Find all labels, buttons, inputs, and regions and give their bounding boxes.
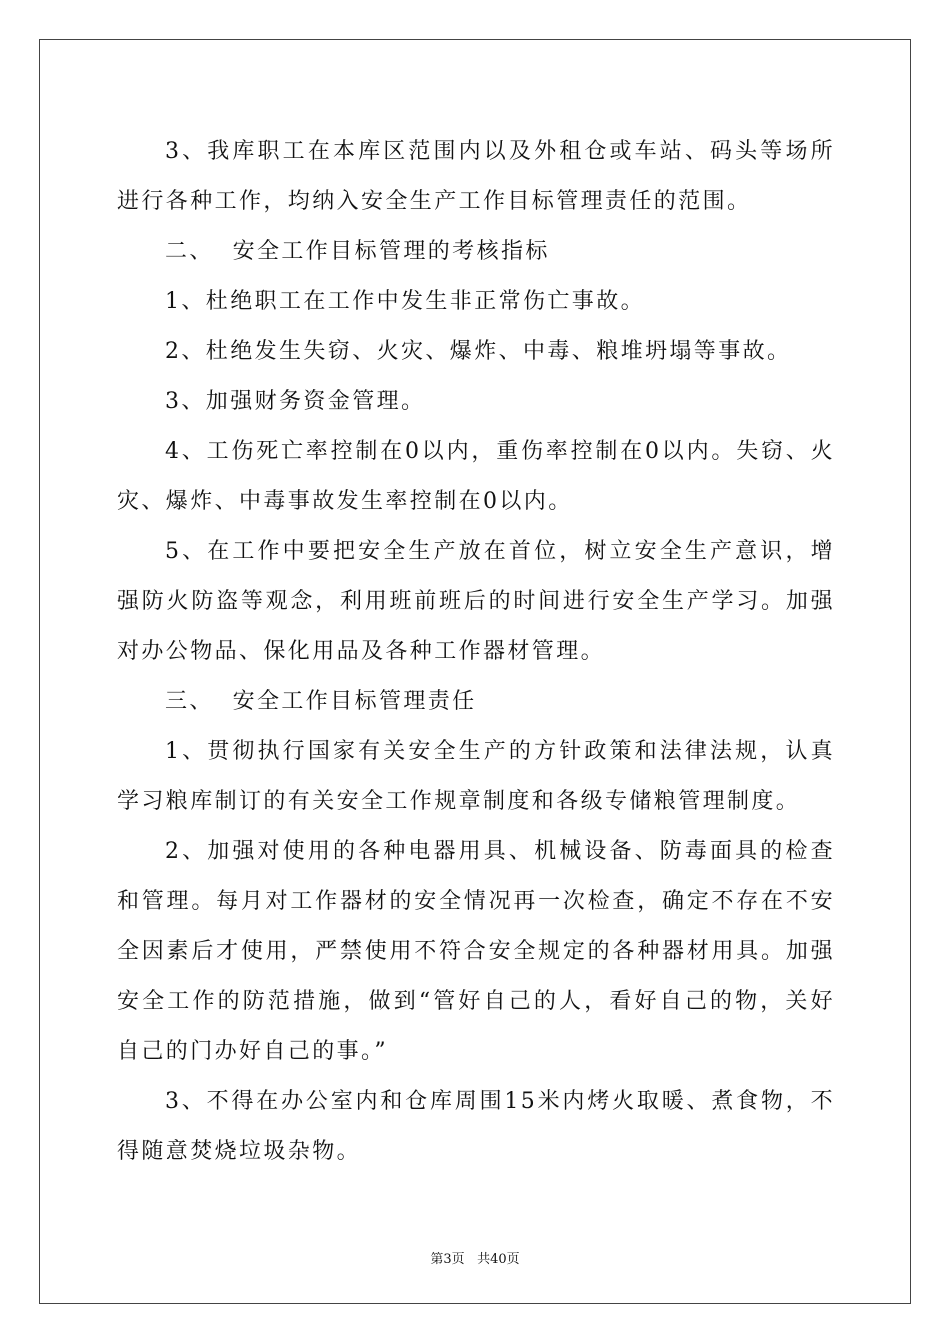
paragraph: 5、在工作中要把安全生产放在首位，树立安全生产意识，增强防火防盗等观念，利用班前班后的时间进行安全生产学习。加强对办公物品、保化用品及各种工作器材管理。: [117, 539, 835, 664]
paragraph: 1、贯彻执行国家有关安全生产的方针政策和法律法规，认真学习粮库制订的有关安全工作规章制度和各级专储粮管理制度。: [117, 739, 835, 814]
paragraph: 2、加强对使用的各种电器用具、机械设备、防毒面具的检查和管理。每月对工作器材的安全情况再一次检查，确定不存在不安全因素后才使用，严禁使用不符合安全规定的各种器材用具。加强安全工作的防范措施，做到“管好自己的人，看好自己的物，关好自己的门办好自己的事。”: [117, 839, 835, 1064]
page-footer: [0, 1248, 950, 1267]
page-number: 第3页: [430, 1252, 465, 1267]
paragraph: 3、不得在办公室内和仓库周围15米内烤火取暖、煮食物，不得随意焚烧垃圾杂物。: [117, 1089, 835, 1164]
paragraph: 3、我库职工在本库区范围内以及外租仓或车站、码头等场所进行各种工作，均纳入安全生产工作目标管理责任的范围。: [117, 139, 835, 214]
paragraph: 3、加强财务资金管理。: [165, 389, 426, 414]
section-heading: 三、 安全工作目标管理责任: [165, 689, 477, 714]
section-heading: 二、 安全工作目标管理的考核指标: [165, 239, 550, 264]
page-total: 共40页: [477, 1252, 520, 1267]
document-body: [117, 127, 835, 1177]
paragraph: 2、杜绝发生失窃、火灾、爆炸、中毒、粮堆坍塌等事故。: [165, 339, 792, 364]
paragraph: 4、工伤死亡率控制在0以内，重伤率控制在0以内。失窃、火灾、爆炸、中毒事故发生率控制在0以内。: [117, 439, 835, 514]
paragraph: 1、杜绝职工在工作中发生非正常伤亡事故。: [165, 289, 645, 314]
